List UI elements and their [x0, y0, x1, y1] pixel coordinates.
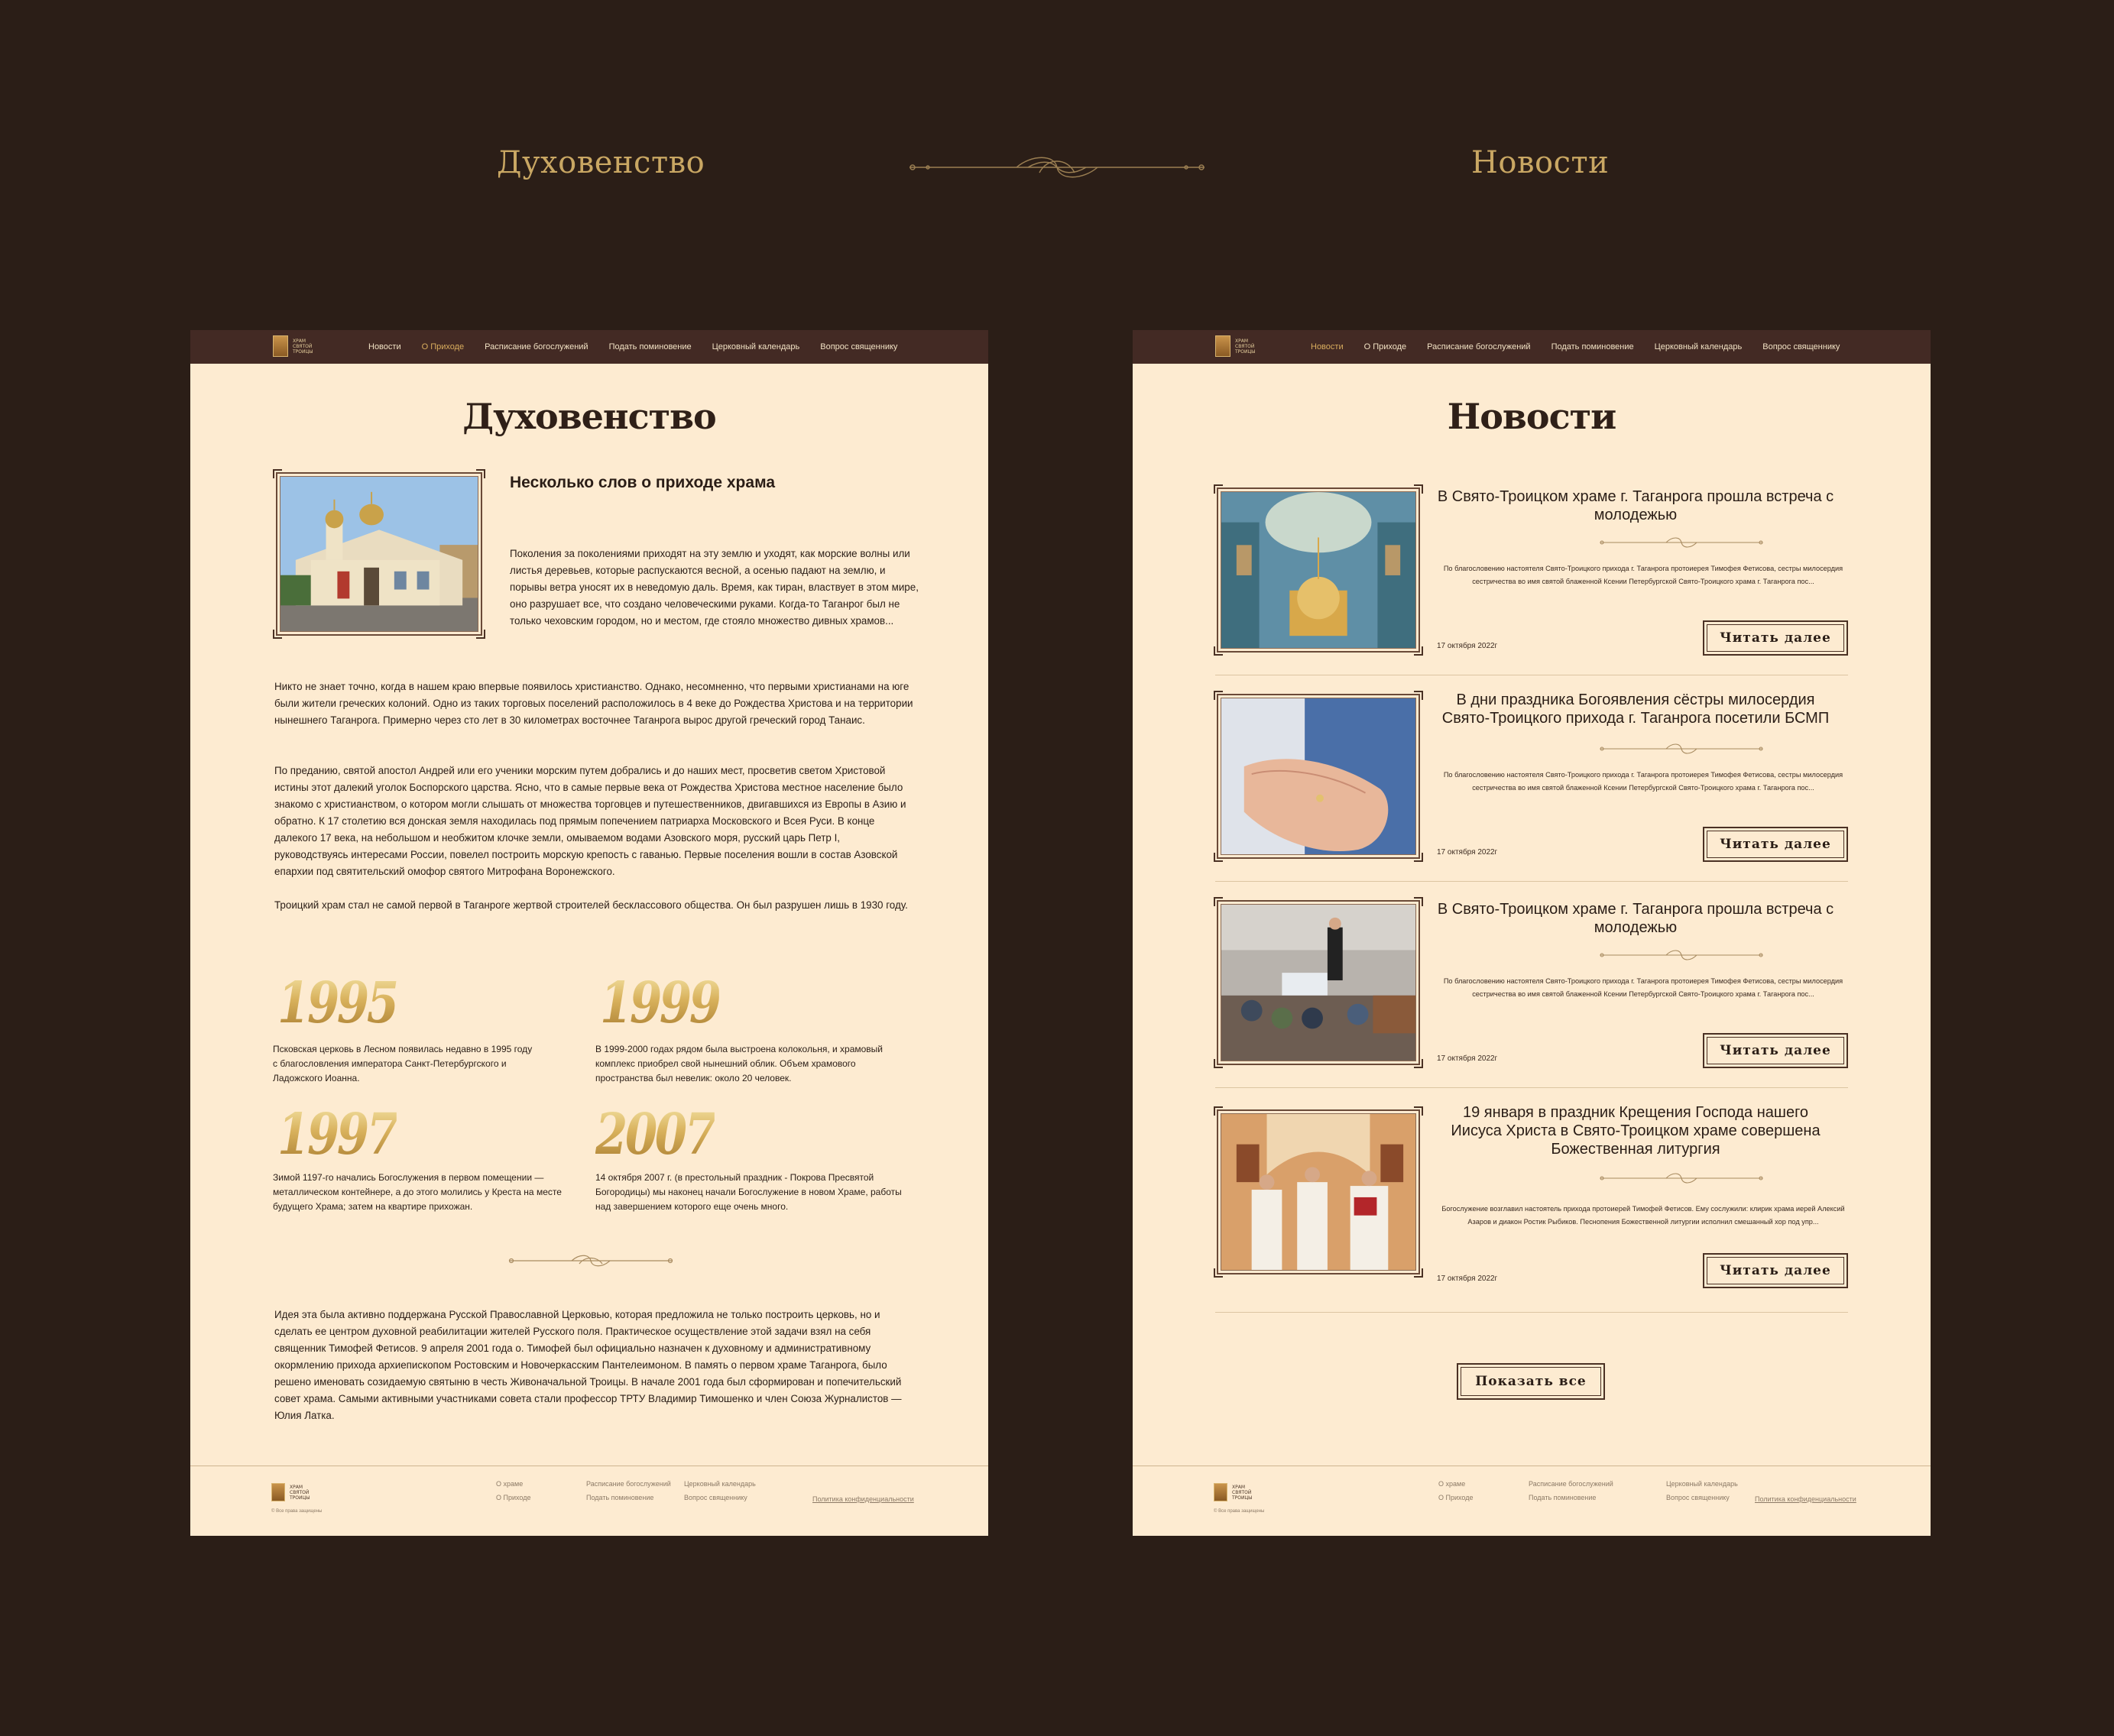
footer-logo[interactable]: ХРАМ СВЯТОЙ ТРОИЦЫ	[271, 1483, 310, 1501]
news-photo[interactable]	[1217, 487, 1420, 653]
footer-link-about[interactable]: О храме	[1438, 1480, 1466, 1488]
nav-item-ask-priest[interactable]: Вопрос священнику	[1762, 342, 1840, 351]
site-logo[interactable]: ХРАМ СВЯТОЙ ТРОИЦЫ	[1215, 335, 1255, 357]
nav-item-commemoration[interactable]: Подать поминовение	[1551, 342, 1634, 351]
news-title[interactable]: В Свято-Троицком храме г. Таганрога прошла встреча с молодежью	[1437, 901, 1834, 936]
footer	[190, 1466, 988, 1536]
show-all-button[interactable]: Показать все	[1457, 1363, 1605, 1400]
site-logo[interactable]: ХРАМ СВЯТОЙ ТРОИЦЫ	[273, 335, 313, 357]
ornament-divider-icon	[507, 1252, 675, 1270]
footer-link-parish[interactable]: О Приходе	[1438, 1494, 1474, 1501]
year-1997: 1997	[277, 1102, 397, 1168]
ornament-divider-icon	[1597, 741, 1765, 756]
footer-link-commemoration[interactable]: Подать поминовение	[1529, 1494, 1597, 1501]
closing-paragraph: Идея эта была активно поддержана Русской Православной Церковью, которая предложила не только построить церковь, но и сделать ее центром духовной реабилитации жителей Русского поля. Практическое осуществление этой задачи взял на себя священник Тимофей Фетисов. 9 апреля 2001 года о. Тимофей был официально назначен к духовному и административному окормлению прихода архиепископом Ростовским и Новочеркасским Пантелеимоном. В память о первом храме Таганрога, было решено именовать созидаемую святыню в честь Живоначальной Троицы. В начале 2001 года был сформирован и попечительский совет храма. Самыми активными участниками совета стали профессор ТРТУ Владимир Тимошенко и член Союза Журналистов — Юлия Латка.	[274, 1309, 902, 1421]
nav-item-ask-priest[interactable]: Вопрос священнику	[820, 342, 898, 351]
intro-title: Несколько слов о приходе храма	[510, 474, 776, 491]
footer-link-commemoration[interactable]: Подать поминовение	[586, 1494, 654, 1501]
footer-link-parish[interactable]: О Приходе	[496, 1494, 531, 1501]
nav-item-parish[interactable]: О Приходе	[1363, 342, 1407, 351]
year-1995: 1995	[277, 970, 397, 1036]
footer-link-ask-priest[interactable]: Вопрос священнику	[1666, 1494, 1730, 1501]
ornament-divider-icon	[1597, 1171, 1765, 1186]
news-card	[1215, 686, 1848, 882]
church-icon	[1215, 335, 1230, 357]
history-paragraph: Троицкий храм стал не самой первой в Таганроге жертвой строителей бесклассового общества. Он был разрушен лишь в 1930 году.	[274, 899, 908, 911]
top-navigation	[190, 330, 988, 364]
read-more-button[interactable]: Читать далее	[1703, 620, 1848, 656]
church-interior-image	[1221, 492, 1415, 648]
nav-item-schedule[interactable]: Расписание богослужений	[485, 342, 588, 351]
news-excerpt: По благословению настоятеля Свято-Троицкого прихода г. Таганрога протоиерея Тимофея Фетисова, сестры милосердия сестричества во имя святой блаженной Ксении Петербургской Свято-Троицкого храма г. Таганрога пос...	[1443, 977, 1843, 998]
top-navigation	[1133, 330, 1931, 364]
main-menu	[1311, 330, 1840, 364]
main-menu	[368, 330, 897, 364]
year-1999-text: В 1999-2000 годах рядом была выстроена колокольня, и храмовый комплекс приобрел свой нынешний облик. Объем храмового пространства был невелик: около 20 человек.	[595, 1044, 884, 1083]
year-2007-text: 14 октября 2007 г. (в престольный праздник - Покрова Пресвятой Богородицы) мы наконец начали Богослужение в новом Храме, работы над завершением которого еще очень много.	[595, 1172, 902, 1212]
footer-link-schedule[interactable]: Расписание богослужений	[1529, 1480, 1613, 1488]
church-icon	[273, 335, 288, 357]
news-card	[1215, 892, 1848, 1088]
news-photo[interactable]	[1217, 694, 1420, 859]
news-photo[interactable]	[1217, 1109, 1420, 1274]
intro-text: Поколения за поколениями приходят на эту землю и уходят, как морские волны или листья деревьев, которые распускаются весной, а осенью падают на землю, и порывы ветра уносят их в неведомую даль. Время, как тиран, властвует в этом мире, оно разрушает все, что создано человеческими руками. Когда-то Таганрог был не только чеховским городом, но и местом, где стояло множество дивных храмов...	[510, 548, 919, 627]
news-page-mockup	[1133, 330, 1931, 1536]
read-more-button[interactable]: Читать далее	[1703, 1033, 1848, 1068]
showcase-title-news: Новости	[1471, 145, 1610, 180]
nav-item-calendar[interactable]: Церковный календарь	[1654, 342, 1743, 351]
footer-link-about[interactable]: О храме	[496, 1480, 524, 1488]
nav-item-news[interactable]: Новости	[368, 342, 401, 351]
history-paragraph: По преданию, святой апостол Андрей или его ученики морским путем добрались и до наших мест, просветив светом Христовой истины этот далекий уголок Боспорского царства. Ясно, что в самые первые века от Рождества Христова местное население было знакомо с христианством, о котором могли слышать от множества торговцев и путешественников, двигавшихся из Европы в Азию и обратно. К 17 столетию вся донская земля находилась под прямым попечением патриарха Московского и Всея Руси. В конце далекого 17 века, на небольшом и необжитом клочке земли, омываемом водами Азовского моря, русский царь Петр I, руководствуясь интересами России, повелел построить морскую крепость с гаванью. Первые поселения вошли в состав Азовской епархии под святительский омофор святого Митрофана Воронежского.	[274, 765, 906, 877]
church-icon	[271, 1483, 285, 1501]
year-2007: 2007	[595, 1102, 715, 1168]
news-title[interactable]: 19 января в праздник Крещения Господа нашего Иисуса Христа в Свято-Троицком храме совершена Божественная литургия	[1451, 1104, 1821, 1158]
news-date: 17 октября 2022г	[1437, 848, 1498, 857]
year-1995-text: Псковская церковь в Лесном появилась недавно в 1995 году с благословления императора Санкт-Петербургского и Ладожского Иоанна.	[273, 1044, 533, 1083]
footer-link-calendar[interactable]: Церковный календарь	[1666, 1480, 1738, 1488]
nav-item-news[interactable]: Новости	[1311, 342, 1344, 351]
news-date: 17 октября 2022г	[1437, 1054, 1498, 1063]
showcase-title-clergy: Духовенство	[497, 145, 705, 180]
footer-link-policy[interactable]: Политика конфиденциальности	[812, 1495, 914, 1503]
copyright: © Все права защищены	[1214, 1509, 1265, 1514]
page-title: Новости	[1447, 396, 1616, 437]
news-date: 17 октября 2022г	[1437, 642, 1498, 650]
footer-link-ask-priest[interactable]: Вопрос священнику	[684, 1494, 747, 1501]
nav-item-schedule[interactable]: Расписание богослужений	[1427, 342, 1531, 351]
news-title[interactable]: В дни праздника Богоявления сёстры милосердия Свято-Троицкого прихода г. Таганрога посетили БСМП	[1441, 691, 1830, 727]
ornament-divider-icon	[1597, 947, 1765, 963]
hand-image	[1221, 698, 1415, 854]
news-date: 17 октября 2022г	[1437, 1274, 1498, 1283]
church-icon	[1214, 1483, 1227, 1501]
church-image	[280, 477, 478, 631]
footer	[1133, 1466, 1931, 1536]
nav-item-calendar[interactable]: Церковный календарь	[712, 342, 800, 351]
liturgy-image	[1221, 1114, 1415, 1270]
read-more-button[interactable]: Читать далее	[1703, 1253, 1848, 1288]
year-1997-text: Зимой 1197-го начались Богослужения в первом помещении — металлическом контейнере, а до этого молились у Креста на месте будущего Храма; затем на квартире прихожан.	[273, 1172, 562, 1212]
year-1999: 1999	[600, 970, 719, 1036]
footer-link-schedule[interactable]: Расписание богослужений	[586, 1480, 671, 1488]
news-excerpt: По благословению настоятеля Свято-Троицкого прихода г. Таганрога протоиерея Тимофея Фетисова, сестры милосердия сестричества во имя святой блаженной Ксении Петербургской Свято-Троицкого храма г. Таганрога пос...	[1443, 771, 1843, 792]
ornament-divider-icon	[1597, 535, 1765, 550]
page-title: Духовенство	[462, 396, 716, 437]
church-photo	[276, 472, 482, 636]
news-excerpt: По благословению настоятеля Свято-Троицкого прихода г. Таганрога протоиерея Тимофея Фетисова, сестры милосердия сестричества во имя святой блаженной Ксении Петербургской Свято-Троицкого храма г. Таганрога пос...	[1443, 565, 1843, 585]
footer-logo[interactable]: ХРАМ СВЯТОЙ ТРОИЦЫ	[1214, 1483, 1252, 1501]
news-card	[1215, 1102, 1848, 1313]
news-card	[1215, 480, 1848, 675]
footer-link-calendar[interactable]: Церковный календарь	[684, 1480, 756, 1488]
nav-item-parish[interactable]: О Приходе	[421, 342, 465, 351]
copyright: © Все права защищены	[271, 1509, 323, 1514]
read-more-button[interactable]: Читать далее	[1703, 827, 1848, 862]
meeting-image	[1221, 905, 1415, 1061]
news-title[interactable]: В Свято-Троицком храме г. Таганрога прошла встреча с молодежью	[1437, 488, 1834, 523]
history-paragraph: Никто не знает точно, когда в нашем краю впервые появилось христианство. Однако, несомненно, что первыми христианами на юге были жители греческих колоний. Одно из таких торговых поселений расположилось в 4 веке до Рождества Христова и на территории нынешнего Таганрога. Примерно через сто лет в 30 километрах восточнее Таганрога вырос другой греческий город Танаис.	[274, 681, 913, 726]
nav-item-commemoration[interactable]: Подать поминовение	[608, 342, 692, 351]
footer-link-policy[interactable]: Политика конфиденциальности	[1755, 1495, 1856, 1503]
ornament-divider-icon	[902, 150, 1212, 185]
news-photo[interactable]	[1217, 900, 1420, 1065]
news-excerpt: Богослужение возглавил настоятель прихода протоиерей Тимофей Фетисов. Ему сослужили: клирик храма иерей Алексий Азаров и диакон Ростик Рыбиков. Песнопения Божественной литургии исполнил смешанный хор под упр...	[1441, 1205, 1845, 1226]
clergy-page-mockup	[190, 330, 988, 1536]
